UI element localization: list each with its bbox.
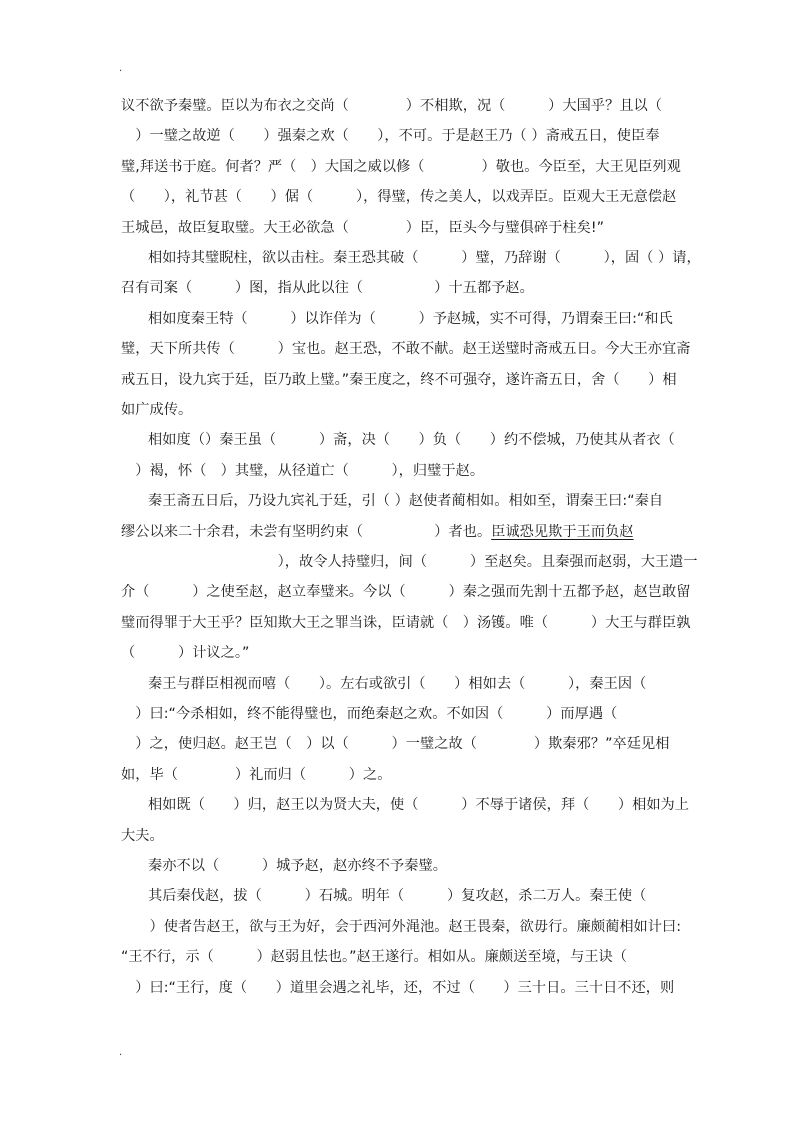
text-line [0, 337, 794, 361]
text-line [0, 124, 794, 148]
text-line [0, 763, 794, 787]
text-line [0, 489, 794, 513]
text-segment: ）使者告赵王，欲与王为好，会于西河外渑池。赵王畏秦，欲毋行。廉颇蔺相如计曰: [121, 918, 682, 935]
text-segment: ）曰:“今杀相如，终不能得璧也，而绝秦赵之欢。不如因（ ）而厚遇（ [121, 706, 618, 722]
text-line [0, 428, 794, 452]
text-segment: ），故令人持璧归，间（ ）至赵矣。且秦强而赵弱，大王遣一 [121, 554, 698, 570]
text-segment: 秦亦不以（ ）城予赵，赵亦终不予秦璧。 [148, 858, 447, 874]
text-segment: ）一璧之故逆（ ）强秦之欢（ ），不可。于是赵王乃（ ）斋戒五日，使臣奉 [121, 128, 660, 145]
text-segment: 介（ ）之使至赵，赵立奉璧来。今以（ ）秦之强而先割十五都予赵，赵岂敢留 [121, 584, 691, 601]
text-line [0, 580, 794, 604]
text-line [0, 307, 794, 331]
text-segment: 相如度秦王特（ ）以诈佯为（ ）予赵城，实不可得，乃谓秦王曰:“和氏 [148, 310, 673, 327]
text-line [0, 550, 794, 574]
text-segment: 如广成传。 [121, 402, 193, 418]
text-segment: “王不行，示（ ）赵弱且怯也。”赵王遂行。相如从。廉颇送至境，与王诀（ [121, 949, 628, 966]
text-segment: ）曰:“王行，度（ ）道里会遇之礼毕，还，不过（ ）三十日。三十日不还，则 [121, 979, 675, 996]
text-line [0, 94, 794, 118]
text-segment: 秦王与群臣相视而嘻（ ）。左右或欲引（ ）相如去（ ），秦王因（ [148, 675, 647, 692]
text-line [0, 884, 794, 908]
text-segment: ）之，使归赵。赵王岂（ ）以（ ）一璧之故（ ）欺秦邪？”卒廷见相 [121, 736, 670, 753]
text-line [0, 915, 794, 939]
footer-mark: . [119, 1047, 123, 1058]
text-segment: 大夫。 [121, 827, 164, 844]
text-segment: 缪公以来二十余君，未尝有坚明约束（ ）者也。 [121, 523, 492, 540]
text-line [0, 793, 794, 817]
header-mark: . [119, 63, 123, 74]
text-line [0, 641, 794, 665]
text-line [0, 976, 794, 1000]
text-line [0, 398, 794, 422]
underlined-sentence: 臣诚恐见欺于王而负赵 [491, 523, 634, 540]
text-line [0, 276, 794, 300]
text-line [0, 854, 794, 878]
text-segment: 秦王斋五日后，乃设九宾礼于廷，引（ ）赵使者蔺相如。相如至，谓秦王曰:“秦自 [148, 493, 664, 510]
text-line [0, 611, 794, 635]
text-segment: 如，毕（ ）礼而归（ ）之。 [121, 766, 392, 783]
text-segment: 相如持其璧睨柱，欲以击柱。秦王恐其破（ ）璧，乃辞谢（ ），固（ ）请， [148, 250, 701, 266]
text-line [0, 246, 794, 270]
text-line [0, 185, 794, 209]
text-line [0, 368, 794, 392]
text-segment: 王城邑，故臣复取璧。大王必欲急（ ）臣，臣头今与璧俱碎于柱矣!” [121, 219, 604, 236]
text-line [0, 672, 794, 696]
text-line [0, 732, 794, 756]
text-line [0, 216, 794, 240]
text-line [0, 459, 794, 483]
text-segment: 议不欲予秦璧。臣以为布衣之交尚（ ）不相欺，况（ ）大国乎？且以（ [121, 98, 663, 114]
text-segment: （ ）计议之。” [121, 645, 250, 662]
text-segment: 璧,拜送书于庭。何者？严（ ）大国之威以修（ ）敬也。今臣至，大王见臣列观 [121, 158, 681, 175]
text-segment: 召有司案（ ）图，指从此以往（ ）十五都予赵。 [121, 280, 534, 297]
text-segment: 其后秦伐赵，拔（ ）石城。明年（ ）复攻赵，杀二万人。秦王使（ [148, 888, 647, 905]
text-line [0, 945, 794, 969]
text-segment: 璧而得罪于大王乎？臣知欺大王之罪当诛，臣请就（ ）汤镬。唯（ ）大王与群臣孰 [121, 614, 691, 631]
text-segment: （ ），礼节甚（ ）倨（ ），得璧，传之美人，以戏弄臣。臣观大王无意偿赵 [121, 189, 677, 206]
text-segment: 璧，天下所共传（ ）宝也。赵王恐，不敢不献。赵王送璧时斋戒五日。今大王亦宜斋 [121, 341, 691, 358]
text-segment: 相如度（）秦王虽（ ）斋，决（ ）负（ ）约不偿城，乃使其从者衣（ [148, 432, 675, 449]
text-line [0, 824, 794, 848]
text-segment: 相如既（ ）归，赵王以为贤大夫，使（ ）不辱于诸侯，拜（ ）相如为上 [148, 797, 690, 814]
text-line [0, 155, 794, 179]
text-segment: ）褐，怀（ ）其璧，从径道亡（ ），归璧于赵。 [121, 462, 485, 479]
text-line [0, 520, 794, 544]
text-segment: 戒五日，设九宾于廷，臣乃敢上璧。”秦王度之，终不可强夺，遂许斋五日，舍（ ）相 [121, 371, 677, 388]
text-line [0, 702, 794, 726]
